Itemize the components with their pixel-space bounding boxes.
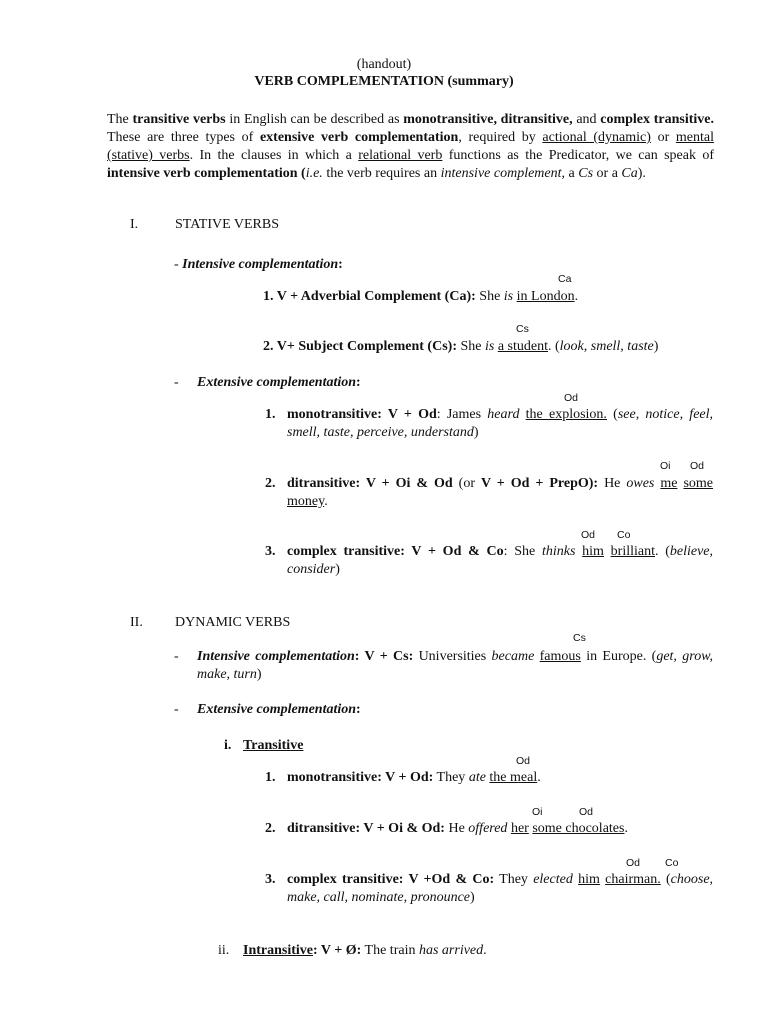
text-run: heard <box>487 407 520 422</box>
label-ca: Ca <box>558 273 572 285</box>
item-monotransitive <box>287 406 713 442</box>
text-run: monotransitive: V + Od: <box>287 770 434 785</box>
text-run: Intransitive <box>243 943 313 958</box>
label-cs: Cs <box>516 323 529 335</box>
text-run: intensive complement <box>440 166 562 181</box>
subsection-intransitive <box>243 942 487 960</box>
text-run: ( <box>606 407 618 422</box>
label-od: Od <box>626 857 641 869</box>
label-oi: Oi <box>532 806 543 818</box>
text-run: a student <box>497 339 548 354</box>
text-run: became <box>491 649 535 664</box>
text-run <box>604 544 611 559</box>
text-run: : James <box>436 407 488 422</box>
extensive-complementation-heading <box>197 374 361 392</box>
text-run: look, smell, taste <box>559 339 654 354</box>
text-run: ( <box>660 872 671 887</box>
text-run: functions as the Predicator, we can speak of <box>442 148 714 163</box>
text-run: 1. V + Adverbial Complement (Ca): <box>263 289 476 304</box>
section-number-1: I. <box>130 217 139 232</box>
text-run: and <box>572 112 601 127</box>
item-adverbial-complement <box>263 288 578 306</box>
text-run: elected <box>533 872 573 887</box>
label-co: Co <box>665 857 679 869</box>
text-run: complex transitive: V +Od & Co: <box>287 872 495 887</box>
text-run: her <box>510 821 529 836</box>
text-run: extensive verb complementation <box>259 130 459 145</box>
text-run: : <box>356 702 361 717</box>
text-run: Cs <box>578 166 594 181</box>
section-title-stative: STATIVE VERBS <box>175 217 280 232</box>
text-run: has arrived <box>418 943 484 958</box>
item-ditransitive-dynamic <box>287 820 628 838</box>
document-title: VERB COMPLEMENTATION (summary) <box>254 74 514 89</box>
text-run: believe, consider <box>287 544 714 577</box>
item-number-3: 3. <box>265 544 276 559</box>
text-run: : She <box>503 544 542 559</box>
text-run: in Europe. ( <box>580 649 657 664</box>
text-run: ditransitive: V + Oi & Od <box>287 476 453 491</box>
extensive-complementation-heading <box>197 701 361 719</box>
text-run: . ( <box>547 339 560 354</box>
text-run: . <box>324 494 328 509</box>
text-run: She <box>475 289 504 304</box>
text-run: Ca <box>621 166 638 181</box>
subsection-transitive <box>243 737 303 755</box>
text-run: i.e. <box>305 166 323 181</box>
label-od: Od <box>581 529 596 541</box>
dash-marker: - <box>174 375 179 390</box>
text-run: relational verb <box>358 148 443 163</box>
text-run: Extensive complementation <box>197 702 357 717</box>
text-run: He <box>444 821 469 836</box>
text-run: They <box>433 770 469 785</box>
section-title-dynamic: DYNAMIC VERBS <box>175 615 291 630</box>
section-number-2: II. <box>130 615 143 630</box>
text-run: or <box>650 130 676 145</box>
text-run: intensive verb complementation ( <box>107 166 306 181</box>
text-run: famous <box>539 649 581 664</box>
text-run: - <box>174 257 183 272</box>
text-run: The train <box>361 943 419 958</box>
item-number-2: 2. <box>265 821 276 836</box>
text-run: ditransitive: V + Oi & Od: <box>287 821 445 836</box>
text-run: They <box>494 872 534 887</box>
text-run: Intensive complementation <box>182 257 339 272</box>
item-number-1: 1. <box>265 770 276 785</box>
text-run: thinks <box>541 544 576 559</box>
handout-label: (handout) <box>356 57 412 72</box>
text-run: These are three types of <box>107 130 260 145</box>
text-run: Intensive complementation <box>197 649 355 664</box>
text-run: Transitive <box>243 738 304 753</box>
text-run: He <box>598 476 627 491</box>
text-run: monotransitive, ditransitive, <box>403 112 573 127</box>
dash-marker: - <box>174 649 179 664</box>
item-intensive-dynamic <box>197 648 713 684</box>
text-run: . <box>483 943 487 958</box>
item-number-1: 1. <box>265 407 276 422</box>
text-run: see, notice, feel, smell, taste, perceive, understand <box>287 407 714 440</box>
dash-marker: - <box>174 702 179 717</box>
text-run: in English can be described as <box>225 112 404 127</box>
text-run: , a <box>561 166 579 181</box>
label-od: Od <box>516 755 531 767</box>
intro-paragraph <box>107 111 714 183</box>
text-run: ) <box>256 667 262 682</box>
text-run: offered <box>468 821 508 836</box>
text-run: ) <box>335 562 340 577</box>
text-run: complex transitive: V + Od & Co <box>287 544 504 559</box>
text-run: some chocolates <box>532 821 625 836</box>
item-ditransitive <box>287 475 713 511</box>
text-run: ). <box>637 166 646 181</box>
text-run: V + Od + PrepO): <box>480 476 599 491</box>
text-run: mental (stative) verbs <box>107 130 714 163</box>
label-od: Od <box>579 806 594 818</box>
text-run: actional (dynamic) <box>542 130 651 145</box>
text-run: is <box>484 339 495 354</box>
text-run: in London <box>516 289 575 304</box>
label-oi: Oi <box>660 460 671 472</box>
item-complex-transitive <box>287 543 713 579</box>
text-run: Universities <box>413 649 492 664</box>
text-run: the meal <box>489 770 538 785</box>
text-run: him <box>578 872 600 887</box>
label-co: Co <box>617 529 631 541</box>
text-run: The <box>107 112 133 127</box>
text-run: brilliant <box>610 544 655 559</box>
item-number-3: 3. <box>265 872 276 887</box>
text-run: choose, make, call, nominate, pronounce <box>287 872 714 905</box>
text-run: the explosion. <box>525 407 607 422</box>
text-run: ) <box>470 890 475 905</box>
item-subject-complement <box>263 338 658 356</box>
text-run: . <box>537 770 541 785</box>
subsection-number-i: i. <box>224 738 232 753</box>
text-run: get, grow, make, turn <box>197 649 713 682</box>
text-run: owes <box>626 476 655 491</box>
text-run: (or <box>452 476 481 491</box>
text-run: 2. V+ Subject Complement (Cs): <box>263 339 457 354</box>
text-run: ) <box>473 425 479 440</box>
subsection-number-ii: ii. <box>218 943 230 958</box>
text-run: the verb requires an <box>322 166 441 181</box>
text-run: , required by <box>458 130 543 145</box>
text-run: . ( <box>654 544 670 559</box>
text-run: ) <box>653 339 659 354</box>
text-run: some money <box>287 476 714 509</box>
item-monotransitive-dynamic <box>287 769 541 787</box>
text-run: transitive verbs <box>132 112 226 127</box>
intensive-complementation-heading <box>174 256 343 274</box>
text-run: ate <box>468 770 486 785</box>
text-run: him <box>582 544 604 559</box>
text-run: : <box>338 257 343 272</box>
text-run: or a <box>593 166 622 181</box>
label-od: Od <box>690 460 705 472</box>
text-run: . <box>574 289 579 304</box>
text-run: me <box>660 476 678 491</box>
text-run: . <box>624 821 628 836</box>
text-run: . In the clauses in which a <box>189 148 359 163</box>
label-od: Od <box>564 392 579 404</box>
item-number-2: 2. <box>265 476 276 491</box>
label-cs: Cs <box>573 632 586 644</box>
text-run: : V + Cs: <box>354 649 414 664</box>
text-run: monotransitive: V + Od <box>287 407 437 422</box>
text-run: complex transitive. <box>600 112 714 127</box>
item-complex-transitive-dynamic <box>287 871 713 907</box>
text-run: She <box>456 339 485 354</box>
text-run: : <box>356 375 361 390</box>
text-run: is <box>503 289 514 304</box>
text-run: chairman. <box>605 872 661 887</box>
text-run: : V + Ø: <box>313 943 362 958</box>
text-run: Extensive complementation <box>197 375 357 390</box>
